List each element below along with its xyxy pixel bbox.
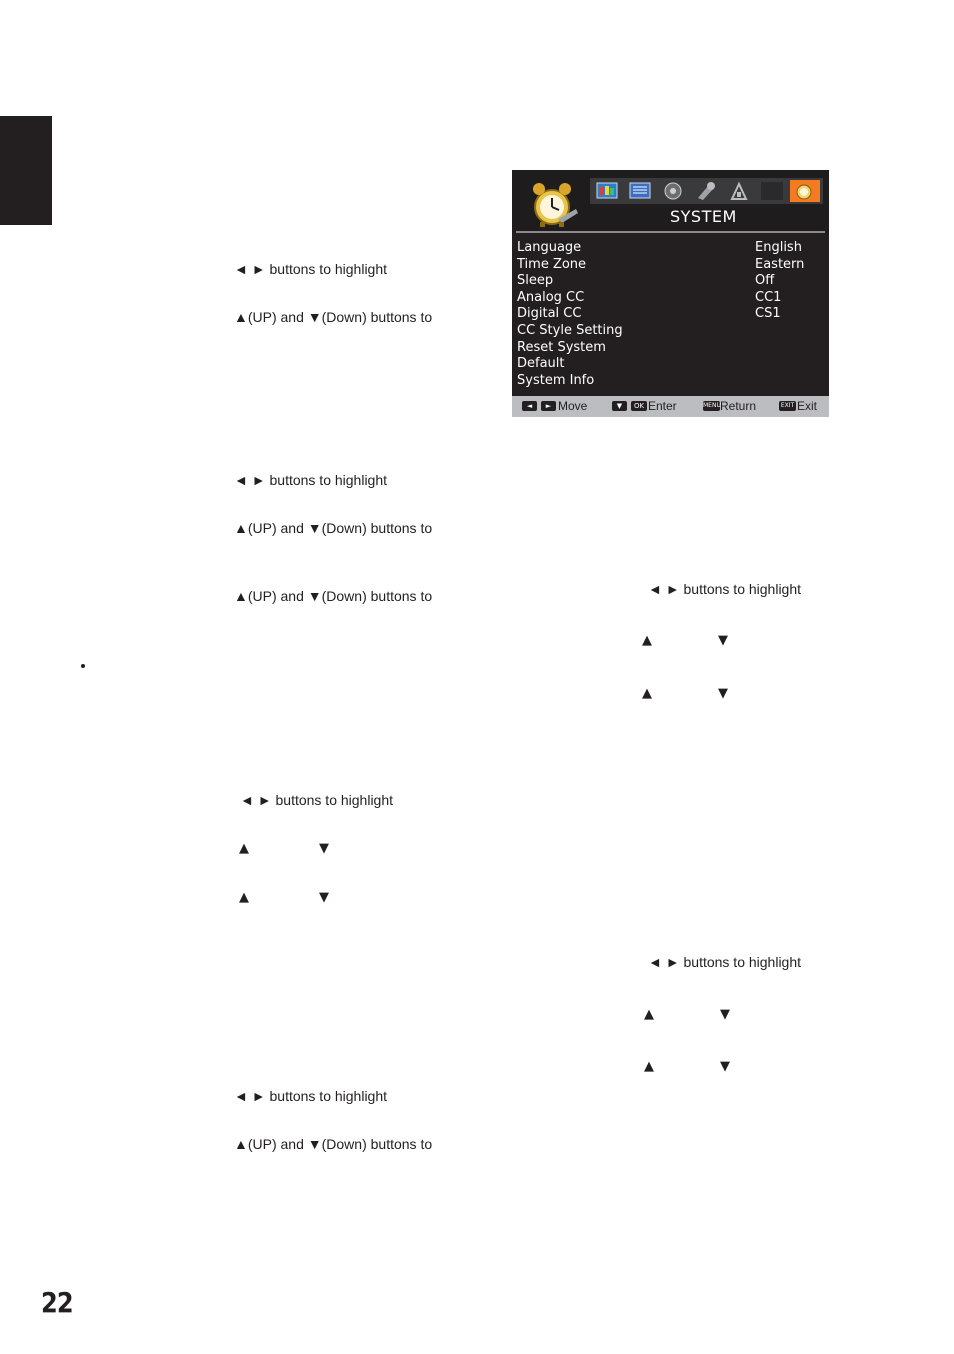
footer-exit: Exit [797, 399, 818, 413]
menu-item-label: Time Zone [517, 256, 587, 272]
menu-item-digital-cc[interactable] [512, 306, 829, 322]
instruction-highlight: ◄ ► buttons to highlight [648, 954, 802, 970]
menu-item-value: English [755, 240, 802, 255]
instruction-highlight: ◄ ► buttons to highlight [234, 1088, 388, 1104]
menu-item-language[interactable] [512, 240, 829, 256]
menu-item-cc-style-setting[interactable] [512, 323, 829, 339]
up-arrow-icon: ▲ [644, 1059, 654, 1074]
right-key-icon: ► [541, 401, 556, 411]
menu-item-label: Digital CC [517, 306, 582, 322]
up-arrow-icon: ▲ [642, 633, 652, 648]
menu-item-sleep[interactable] [512, 273, 829, 289]
instruction-highlight: ◄ ► buttons to highlight [240, 792, 394, 808]
exit-key-icon: EXIT [780, 402, 795, 409]
menu-header [512, 170, 829, 232]
down-arrow-icon: ▼ [718, 686, 728, 701]
instruction-updown: ▲(UP) and ▼(Down) buttons to [234, 520, 433, 536]
menu-item-label: System Info [517, 372, 595, 388]
bullet-point [81, 664, 85, 668]
menu-title: SYSTEM [670, 207, 737, 226]
ok-key-icon: OK [631, 401, 647, 411]
down-arrow-icon: ▼ [720, 1059, 730, 1074]
menu-item-system-info[interactable] [512, 373, 829, 389]
menu-item-label: Language [517, 240, 582, 255]
menu-item-default[interactable] [512, 356, 829, 372]
instruction-highlight: ◄ ► buttons to highlight [648, 581, 802, 597]
alarm-clock-icon [528, 179, 580, 229]
down-arrow-icon: ▼ [319, 890, 329, 905]
screen-icon[interactable] [627, 180, 653, 202]
picture-icon[interactable] [594, 180, 620, 202]
down-arrow-icon: ▼ [319, 841, 329, 856]
up-arrow-icon: ▲ [239, 890, 249, 905]
menu-item-label: Sleep [517, 273, 554, 289]
menu-item-value: Eastern [755, 256, 805, 272]
menu-tab-strip [590, 178, 823, 204]
down-key-icon: ▼ [612, 401, 627, 411]
header-divider [516, 231, 825, 233]
left-key-icon: ◄ [522, 401, 537, 411]
page-number: 22 [41, 1286, 73, 1319]
menu-item-analog-cc[interactable] [512, 290, 829, 306]
up-arrow-icon: ▲ [644, 1007, 654, 1022]
menu-item-label: Reset System [517, 339, 606, 355]
instruction-updown: ▲(UP) and ▼(Down) buttons to [234, 1136, 433, 1152]
blank-icon[interactable] [759, 180, 785, 202]
up-arrow-icon: ▲ [642, 686, 652, 701]
down-arrow-icon: ▼ [718, 633, 728, 648]
menu-key-icon: MENU [703, 402, 721, 409]
menu-footer [512, 396, 829, 417]
setup-icon[interactable] [693, 180, 719, 202]
down-arrow-icon: ▼ [720, 1007, 730, 1022]
audio-icon[interactable] [660, 180, 686, 202]
parental-icon[interactable] [726, 180, 752, 202]
menu-item-time-zone[interactable] [512, 257, 829, 273]
instruction-highlight: ◄ ► buttons to highlight [234, 261, 388, 277]
instruction-updown: ▲(UP) and ▼(Down) buttons to [234, 309, 433, 325]
footer-return: Return [720, 399, 757, 413]
menu-item-reset-system[interactable] [512, 340, 829, 356]
footer-enter: Enter [648, 399, 677, 413]
footer-move: Move [558, 399, 588, 413]
up-arrow-icon: ▲ [239, 841, 249, 856]
menu-item-label: Analog CC [517, 289, 585, 305]
system-menu-screenshot [512, 170, 829, 417]
section-tab [0, 116, 52, 225]
instruction-highlight: ◄ ► buttons to highlight [234, 472, 388, 488]
menu-item-label: CC Style Setting [517, 323, 623, 338]
menu-item-value: Off [755, 273, 775, 289]
system-icon[interactable] [790, 180, 820, 202]
menu-item-value: CS1 [755, 306, 781, 322]
instruction-updown: ▲(UP) and ▼(Down) buttons to [234, 588, 433, 604]
menu-item-label: Default [517, 356, 565, 372]
menu-item-value: CC1 [755, 289, 782, 305]
